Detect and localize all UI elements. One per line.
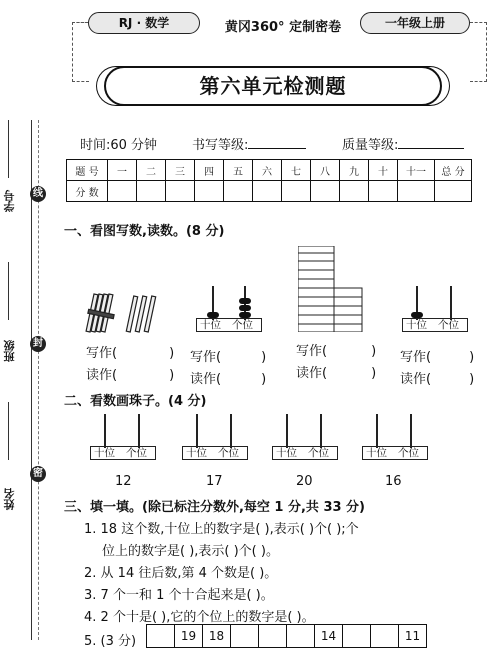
abacus5-ones-label: 个位: [308, 447, 329, 459]
score-header-cell: 二: [137, 160, 166, 181]
score-header-cell: 七: [282, 160, 311, 181]
q1-write-1[interactable]: 写作( ): [86, 346, 175, 361]
abacus5-ones-rod: [320, 414, 322, 448]
score-cell[interactable]: [369, 181, 398, 202]
score-cell[interactable]: [253, 181, 282, 202]
seal-feng: 封: [30, 336, 46, 352]
writing-grade-blank[interactable]: [248, 148, 306, 149]
abacus3-number: 12: [115, 474, 132, 489]
sequence-cell[interactable]: [287, 625, 315, 648]
q3-1-line1[interactable]: 1. 18 这个数,十位上的数字是( ),表示( )个( );个: [84, 522, 359, 537]
abacus3-tens-label: 十位: [94, 447, 115, 459]
q3-5-label: 5. (3 分): [84, 634, 137, 649]
seal-xian: 线: [30, 186, 46, 202]
score-header-cell: 十: [369, 160, 398, 181]
class-label: 班级: [3, 340, 16, 362]
score-cell[interactable]: [398, 181, 435, 202]
blocks-picture: [298, 246, 364, 332]
q1-read-1[interactable]: 读作( ): [86, 368, 175, 383]
abacus6-ones-rod: [410, 414, 412, 448]
score-header-cell: 十一: [398, 160, 435, 181]
score-header-cell: 总 分: [435, 160, 472, 181]
quality-grade-blank[interactable]: [398, 148, 464, 149]
time-label: 时间:60 分钟: [80, 138, 158, 153]
abacus1-ones-bead: [239, 298, 251, 304]
q1-write-2[interactable]: 写作( ): [190, 350, 267, 365]
abacus5-tens-rod: [286, 414, 288, 448]
name-blank[interactable]: [8, 402, 9, 460]
score-cell[interactable]: [166, 181, 195, 202]
abacus4-tens-rod: [196, 414, 198, 448]
q1-read-4[interactable]: 读作( ): [400, 372, 475, 387]
number-sequence-row: [147, 625, 427, 648]
abacus2-ones-rod: [450, 286, 452, 320]
sequence-cell[interactable]: 14: [315, 625, 343, 648]
series-title: 黄冈360° 定制密卷: [224, 20, 342, 35]
abacus1-base: [196, 318, 262, 332]
header-dash-top: [72, 22, 88, 23]
abacus4-base: [182, 446, 248, 460]
header-dash-left: [72, 22, 89, 82]
writing-grade: [192, 134, 306, 153]
score-header-cell: 三: [166, 160, 195, 181]
score-table: [66, 159, 472, 202]
score-header-cell: 八: [311, 160, 340, 181]
section1-heading: 一、看图写数,读数。(8 分): [64, 224, 225, 239]
abacus6-ones-label: 个位: [398, 447, 419, 459]
q3-1-line2[interactable]: 位上的数字是( ),表示( )个( )。: [102, 544, 279, 559]
student-number-label: 学号: [3, 190, 16, 212]
section2-heading: 二、看数画珠子。(4 分): [64, 394, 207, 409]
sequence-cell[interactable]: 18: [203, 625, 231, 648]
abacus3-base: [90, 446, 156, 460]
abacus2-tens-label: 十位: [406, 319, 427, 331]
abacus6-tens-rod: [376, 414, 378, 448]
stick-bundle-icon: [86, 294, 114, 332]
score-header-cell: 六: [253, 160, 282, 181]
score-cell[interactable]: [195, 181, 224, 202]
q1-read-3[interactable]: 读作( ): [296, 366, 377, 381]
abacus2-base: [402, 318, 468, 332]
score-cell[interactable]: [435, 181, 472, 202]
score-cell[interactable]: [311, 181, 340, 202]
score-value-row: [67, 181, 472, 202]
abacus4-number: 17: [206, 474, 223, 489]
q3-4[interactable]: 4. 2 个十是( ),它的个位上的数字是( )。: [84, 610, 315, 625]
sequence-cell[interactable]: [147, 625, 175, 648]
sticks-bundle-picture: [84, 288, 164, 338]
abacus1-ones-bead: [239, 305, 251, 311]
sequence-cell[interactable]: [371, 625, 399, 648]
name-label: 姓名: [3, 488, 16, 510]
sequence-cell[interactable]: 19: [175, 625, 203, 648]
score-header-cell: 一: [108, 160, 137, 181]
score-header-cell: 五: [224, 160, 253, 181]
score-header-cell: 四: [195, 160, 224, 181]
quality-grade-label: 质量等级:: [342, 138, 399, 153]
q3-2[interactable]: 2. 从 14 往后数,第 4 个数是( )。: [84, 566, 278, 581]
score-header-row: [67, 160, 472, 181]
abacus4-tens-label: 十位: [186, 447, 207, 459]
q1-read-2[interactable]: 读作( ): [190, 372, 267, 387]
seal-mi: 密: [30, 466, 46, 482]
score-cell[interactable]: [340, 181, 369, 202]
abacus4-ones-label: 个位: [218, 447, 239, 459]
abacus1-tens-label: 十位: [200, 319, 221, 331]
grade-pill: 一年级上册: [360, 12, 470, 34]
sequence-cell[interactable]: [259, 625, 287, 648]
abacus3-ones-rod: [138, 414, 140, 448]
q1-write-3[interactable]: 写作( ): [296, 344, 377, 359]
abacus2-ones-label: 个位: [438, 319, 459, 331]
header-dash-right: [470, 22, 487, 82]
score-cell[interactable]: [108, 181, 137, 202]
q1-write-4[interactable]: 写作( ): [400, 350, 475, 365]
sequence-cell[interactable]: [231, 625, 259, 648]
student-number-blank[interactable]: [8, 120, 9, 178]
abacus6-base: [362, 446, 428, 460]
page-title: 第六单元检测题: [104, 66, 442, 106]
abacus3-ones-label: 个位: [126, 447, 147, 459]
score-header-cell: 九: [340, 160, 369, 181]
writing-grade-label: 书写等级:: [192, 138, 249, 153]
number-sequence-table: [146, 624, 427, 648]
abacus1-ones-label: 个位: [232, 319, 253, 331]
score-cell[interactable]: [137, 181, 166, 202]
q3-3[interactable]: 3. 7 个一和 1 个十合起来是( )。: [84, 588, 274, 603]
score-row-label: 分 数: [67, 181, 108, 202]
single-stick-icon: [126, 296, 155, 332]
subject-pill: RJ · 数学: [88, 12, 200, 34]
abacus5-tens-label: 十位: [276, 447, 297, 459]
sequence-cell[interactable]: [343, 625, 371, 648]
abacus5-base: [272, 446, 338, 460]
class-blank[interactable]: [8, 262, 9, 320]
section3-heading: 三、填一填。(除已标注分数外,每空 1 分,共 33 分): [64, 500, 365, 515]
abacus6-tens-label: 十位: [366, 447, 387, 459]
score-header-cell: 题 号: [67, 160, 108, 181]
sequence-cell[interactable]: 11: [399, 625, 427, 648]
score-cell[interactable]: [282, 181, 311, 202]
abacus3-tens-rod: [104, 414, 106, 448]
score-cell[interactable]: [224, 181, 253, 202]
abacus4-ones-rod: [230, 414, 232, 448]
abacus6-number: 16: [385, 474, 402, 489]
quality-grade: [342, 134, 464, 153]
abacus5-number: 20: [296, 474, 313, 489]
